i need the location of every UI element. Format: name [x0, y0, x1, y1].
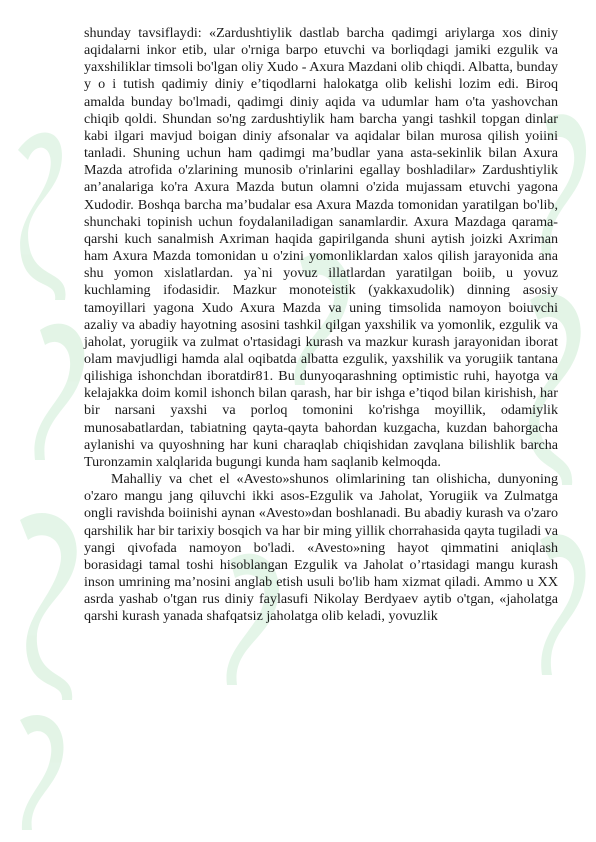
body-paragraph-2: Mahalliy va chet el «Avesto»shunos olimlarining tan olishicha, dunyoning o'zaro mangu jang qiluvchi ikki asos-Ezgulik va Jaholat, Yorugiik va Zulmatga ongli ravishda boiinishi aynan «Avesto»dan boshlanadi. Bu abadiy kurash va o'zaro qarshilik har bir tarixiy bosqich va har bir ming yillik chorrahasida qayta tugiladi va yangi qivofada namoyon bo'ladi. «Avesto»ning hayot qimmatini aniqlash borasidagi tamal toshi hisoblangan Ezgulik va Jaholat o’rtasidagi mangu kurash inson umrining ma’nosini anglab etish usuli bo'lib ham xizmat qiladi. Ammo u XX asrda yashab o'tgan rus diniy faylasufi Nikolay Berdyaev aytib o'tgan, «jaholatga qarshi kurash yanada shafqatsiz jaholatga olib keladi, yovuzlik: [84, 471, 558, 625]
document-page: [84, 25, 558, 625]
body-paragraph-1: shunday tavsiflaydi: «Zardushtiylik dastlab barcha qadimgi ariylarga xos diniy aqidalarni inkor etib, ular o'rniga barpo etuvchi va borliqdagi jamiki ezgulik va yaxshiliklar timsoli bo'lgan oliy Xudo - Axura Mazdani olib chiqdi. Albatta, bunday y o i tutish qadimiy diniy e’tiqodlarni halokatga olib kelishi lozim edi. Biroq amalda bunday bo'lmadi, qadimgi diniy aqida va udumlar ham o'ta yashovchan chiqib qoldi. Shundan so'ng zardushtiylik ham barcha yangi tashkil topgan dinlar kabi ilgari mavjud boigan diniy afsonalar va aqidalar bilan murosa qilish yoiini tanladi. Shuning uchun ham qadimgi ma’budlar yana asta-sekinlik bilan Axura Mazda atrofida o'zlarining munosib o'rinlarini egallay boshladilar» Zardushtiylik an’analariga ko'ra Axura Mazda butun olamni o'zida mujassam etuvchi yagona Xudodir. Boshqa barcha ma’budalar esa Axura Mazda tomonidan yaratilgan bo'lib, shunchaki topinish uchun foydalaniladigan sanamlardir. Axura Mazdaga qarama-qarshi kuch sanalmish Axriman haqida gapirilganda shuni aytish joizki Axriman ham Axura Mazda tomonidan u o'zini yomonliklardan xalos qilish jarayonida ana shu yomon xislatlardan. ya`ni yovuz illatlardan yaratilgan boiib, u yovuz kuchlaming ifodasidir. Mazkur monoteistik (yakkaxudolik) dinning asosiy tamoyillari yagona Xudo Axura Mazda va uning timsolida namoyon boiuvchi azaliy va abadiy hayotning asosini tashkil qilgan yaxshilik va yomonlik, ezgulik va jaholat, yorugiik va zulmat o'rtasidagi kurash va mazkur kurash jarayonidan iborat olam mavjudligi hamda alal oqibatda albatta ezgulik, yaxshilik va yorugiik tantana qilishiga ishonchdan iboratdir81. Bu dunyoqarashning optimistic ruhi, hayotga va kelajakka doim komil ishonch bilan qarash, har bir ishga e’tiqod bilan kirishish, har bir narsani yaxshi va porloq tomonini ko'rishga moyillik, odamiylik munosabatlardan, tabiatning qayta-qayta bahordan kuzgacha, kuzdan bahorgacha aylanishi va quyoshning har kuni charaqlab chiqishidan zavqlana bilishlik barcha Turonzamin xalqlarida bugungi kunda ham saqlanib kelmoqda.: [84, 25, 558, 470]
